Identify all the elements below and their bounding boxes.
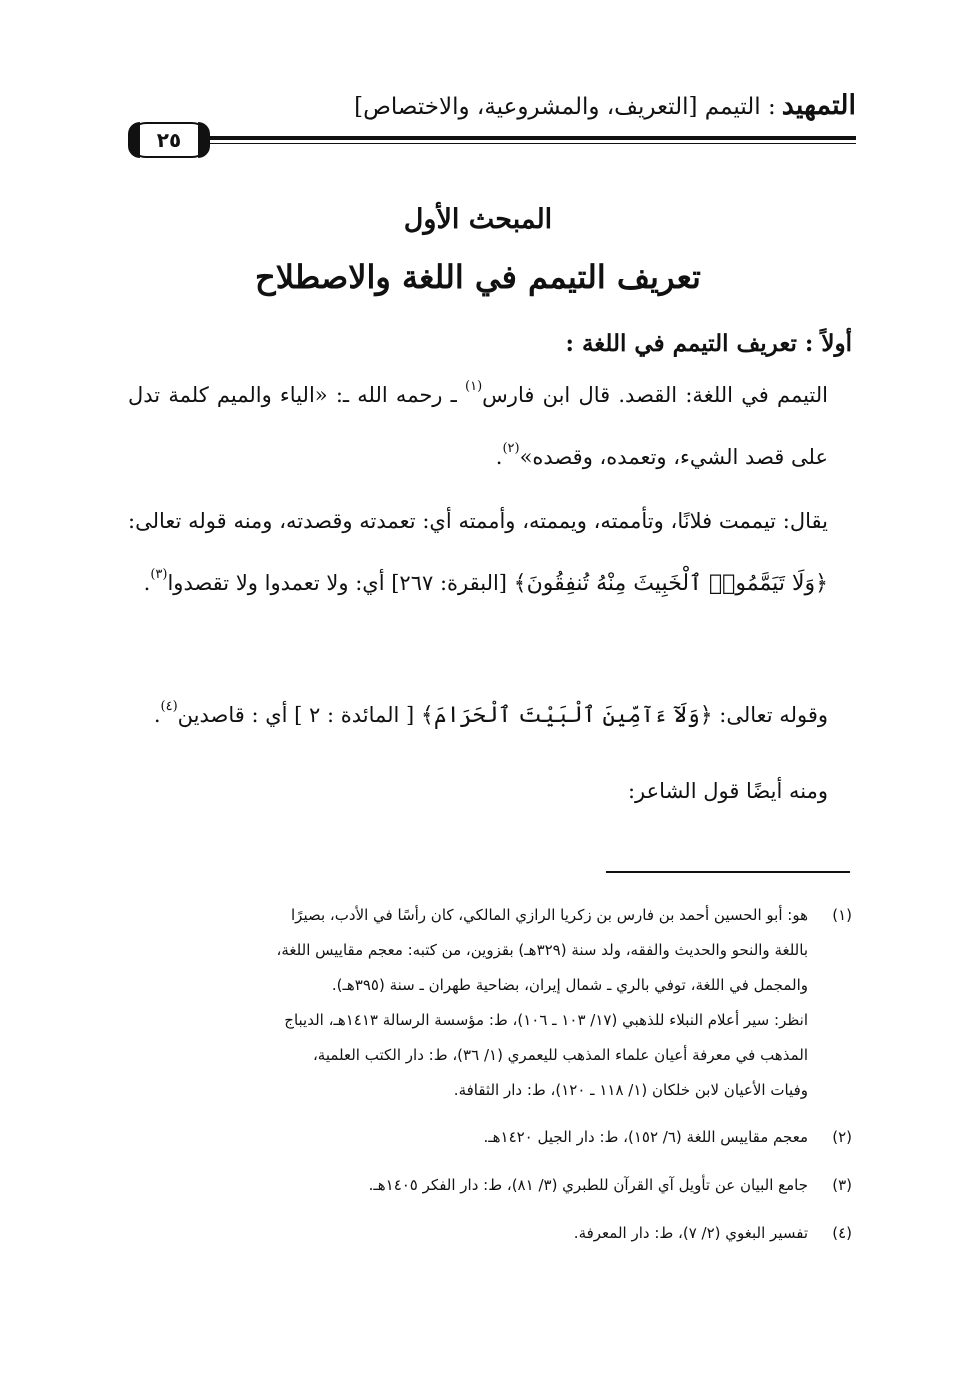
page-number: ٢٥ <box>128 122 210 158</box>
paragraph-usage <box>128 490 828 615</box>
p2-text-c: . <box>143 571 151 595</box>
header-title <box>354 90 856 121</box>
p1-text-c: . <box>495 445 503 469</box>
running-header <box>128 86 856 156</box>
p2-text-b: [البقرة: ٢٦٧] أي: ولا تعمدوا ولا تقصدوا <box>167 571 514 595</box>
footnote-line: المذهب في معرفة أعيان علماء المذهب لليعمري (١/ ٣٦)، ط: دار الكتب العلمية، <box>312 1046 808 1064</box>
paragraph-poet: ومنه أيضًا قول الشاعر: <box>627 779 828 803</box>
footnote-3 <box>126 1168 852 1203</box>
footnote-ref-4[interactable]: (٤) <box>160 699 178 714</box>
p3-text-c: . <box>153 703 161 727</box>
footnote-line: معجم مقاييس اللغة (٦/ ١٥٢)، ط: دار الجيل ١٤٢٠هـ. <box>483 1128 808 1146</box>
footnote-2 <box>126 1120 852 1155</box>
sub-heading: أولاً : تعريف التيمم في اللغة : <box>565 330 852 357</box>
quran-verse-maidah: ﴿وَلَآ ءَآمِّينَ ٱلْبَيْتَ ٱلْحَرَامَ﴾ <box>420 703 713 728</box>
paragraph-maidah <box>128 684 828 747</box>
quran-verse-baqarah: ﴿وَلَا تَيَمَّمُوا۟ ٱلْخَبِيثَ مِنْهُ تُنفِقُونَ﴾ <box>513 571 828 596</box>
section-heading: المبحث الأول <box>403 204 553 235</box>
footnote-4 <box>126 1216 852 1251</box>
footnotes-list <box>126 898 852 1251</box>
footnote-line: جامع البيان عن تأويل آي القرآن للطبري (٣/ ٨١)، ط: دار الفكر ١٤٠٥هـ. <box>368 1176 808 1194</box>
footnote-line: انظر: سير أعلام النبلاء للذهبي (١٧/ ١٠٣ ـ ١٠٦)، ط: مؤسسة الرسالة ١٤١٣هـ، الديباج <box>284 1011 808 1029</box>
footnote-line: وفيات الأعيان لابن خلكان (١/ ١١٨ ـ ١٢٠)، ط: دار الثقافة. <box>453 1081 808 1099</box>
footnote-number: (٤) <box>832 1224 852 1242</box>
section-title: تعريف التيمم في اللغة والاصطلاح <box>255 258 701 296</box>
footnote-separator <box>606 871 850 873</box>
footnote-ref-1[interactable]: (١) <box>465 379 483 394</box>
footnote-number: (٢) <box>832 1128 852 1146</box>
footnote-number: (٣) <box>832 1176 852 1194</box>
footnote-line: والمجمل في اللغة، توفي بالري ـ شمال إيران، بضاحية طهران ـ سنة (٣٩٥هـ). <box>331 976 808 994</box>
header-chapter: التمهيد <box>781 90 856 121</box>
p3-text-b: [ المائدة : ٢ ] أي : قاصدين <box>177 703 421 727</box>
header-rule-thin <box>210 143 856 144</box>
paragraph-definition <box>128 364 828 488</box>
footnote-1 <box>126 898 852 1108</box>
footnote-number: (١) <box>832 906 852 924</box>
header-subtitle: : التيمم [التعريف، والمشروعية، والاختصاص] <box>354 94 776 120</box>
footnote-line: باللغة والنحو والحديث والفقه، ولد سنة (٣٢٩هـ) بقزوين، من كتبه: معجم مقاييس اللغة، <box>276 941 808 959</box>
footnote-line: تفسير البغوي (٢/ ٧)، ط: دار المعرفة. <box>573 1224 808 1242</box>
p3-text-a: وقوله تعالى: <box>712 703 828 727</box>
header-rule <box>210 136 856 140</box>
p2-text-a: يقال: تيممت فلانًا، وتأممته، ويممته، وأممته أي: تعمدته وقصدته، ومنه قوله تعالى: <box>128 509 828 533</box>
footnote-ref-3[interactable]: (٣) <box>150 567 168 582</box>
p1-text-b: ـ رحمه الله ـ: «الياء والميم كلمة تدل على قصد الشيء، وتعمده، وقصده» <box>128 383 828 469</box>
footnote-line: هو: أبو الحسين أحمد بن فارس بن زكريا الرازي المالكي، كان رأسًا في الأدب، بصيرًا <box>291 906 808 924</box>
p1-text-a: التيمم في اللغة: القصد. قال ابن فارس <box>482 383 828 407</box>
footnote-ref-2[interactable]: (٢) <box>502 441 520 456</box>
